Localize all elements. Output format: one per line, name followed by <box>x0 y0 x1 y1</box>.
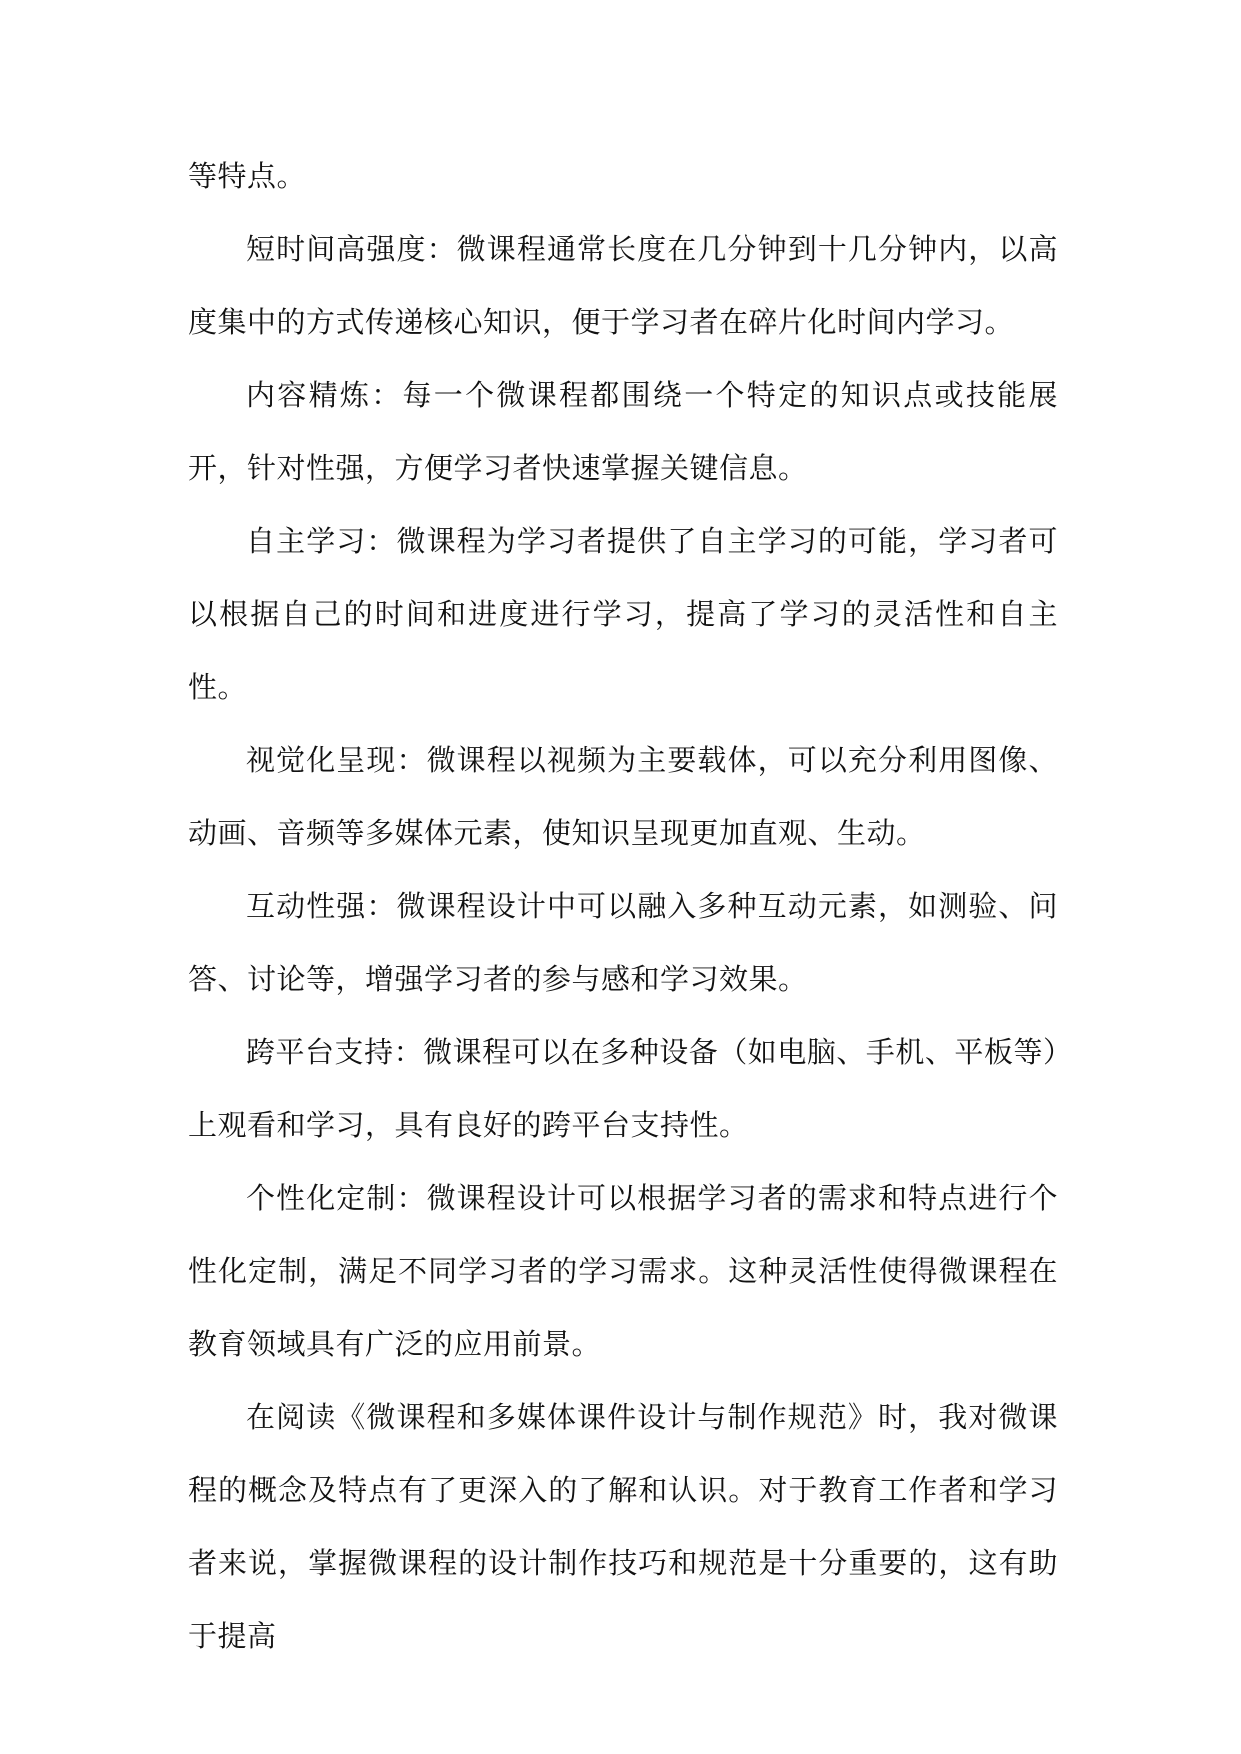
paragraph-reading-reflection: 在阅读《微课程和多媒体课件设计与制作规范》时，我对微课程的概念及特点有了更深入的了解和认识。对于教育工作者和学习者来说，掌握微课程的设计制作技巧和规范是十分重要的，这有助于提高 <box>188 1400 1058 1653</box>
paragraph-interactivity: 互动性强：微课程设计中可以融入多种互动元素，如测验、问答、讨论等，增强学习者的参与感和学习效果。 <box>188 889 1058 996</box>
paragraph-continuation: 等特点。 <box>188 159 307 193</box>
paragraph-concise-content: 内容精炼：每一个微课程都围绕一个特定的知识点或技能展开，针对性强，方便学习者快速掌握关键信息。 <box>188 378 1058 485</box>
paragraph-short-high-intensity: 短时间高强度：微课程通常长度在几分钟到十几分钟内，以高度集中的方式传递核心知识，便于学习者在碎片化时间内学习。 <box>188 232 1058 339</box>
paragraph-visual-presentation: 视觉化呈现：微课程以视频为主要载体，可以充分利用图像、动画、音频等多媒体元素，使知识呈现更加直观、生动。 <box>188 743 1058 850</box>
paragraph-cross-platform: 跨平台支持：微课程可以在多种设备（如电脑、手机、平板等）上观看和学习，具有良好的跨平台支持性。 <box>188 1035 1058 1142</box>
paragraph-personalization: 个性化定制：微课程设计可以根据学习者的需求和特点进行个性化定制，满足不同学习者的学习需求。这种灵活性使得微课程在教育领域具有广泛的应用前景。 <box>188 1181 1058 1361</box>
paragraph-self-learning: 自主学习：微课程为学习者提供了自主学习的可能，学习者可以根据自己的时间和进度进行学习，提高了学习的灵活性和自主性。 <box>188 524 1058 704</box>
document-page <box>188 140 1058 1673</box>
